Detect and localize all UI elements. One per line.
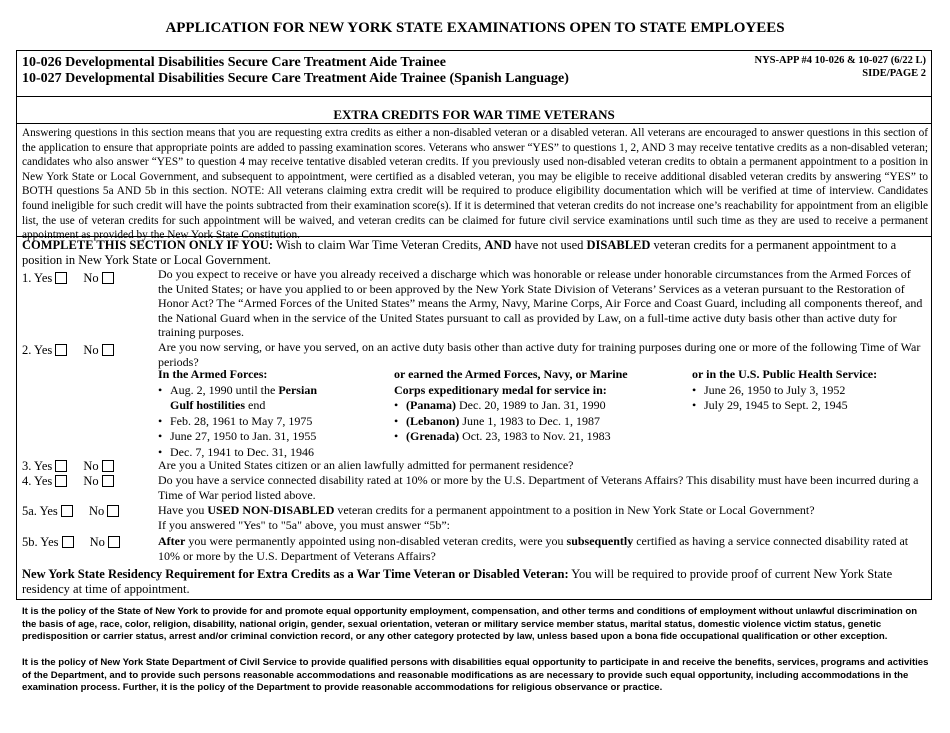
form-number [755,54,927,80]
q5b-yes-checkbox[interactable] [62,536,74,548]
complete-disabled: DISABLED [586,238,651,252]
exam-title-10-026: 10-026 Developmental Disabilities Secure Care Treatment Aide Trainee [22,55,446,70]
divider [16,123,932,124]
divider [16,96,932,97]
q1-yes-checkbox[interactable] [55,272,67,284]
accommodation-policy-statement: It is the policy of New York State Department of Civil Service to provide qualified persons with disabilities equal opportunity to participate in and receive the benefits, services, programs and activities of the Department, and to provide such persons reasonable accommodations and reasonable modifications as are necessary to provide such equal opportunity, including accommodations in the examination process. Further, it is the policy of the Department to provide reasonable accommodations for religious observance or practice. [22,657,929,693]
q5a-no-checkbox[interactable] [107,505,119,517]
no-label: No [83,459,99,473]
complete-lead: COMPLETE THIS SECTION ONLY IF YOU: [22,238,274,252]
section-title: EXTRA CREDITS FOR WAR TIME VETERANS [333,107,615,122]
armed-forces-periods [158,367,388,460]
question-5b-answer [22,535,123,550]
no-label: No [83,474,99,488]
q3-yes-checkbox[interactable] [55,460,67,472]
q2-no-checkbox[interactable] [102,344,114,356]
question-number: 5a. [22,504,37,518]
complete-part3: veteran credits for a permanent appointment to a position in New York State or Local Government. [22,238,897,267]
page-title: APPLICATION FOR NEW YORK STATE EXAMINATIONS OPEN TO STATE EMPLOYEES [165,20,785,36]
question-number: 4. [22,474,32,488]
residency-requirement [22,567,928,597]
q4-yes-checkbox[interactable] [55,475,67,487]
q5a-yes-checkbox[interactable] [61,505,73,517]
public-health-heading: or in the U.S. Public Health Service: [692,367,878,381]
q3-no-checkbox[interactable] [102,460,114,472]
intro-text: Answering questions in this section means that you are requesting extra credits as either a non-disabled veteran or a disabled veteran. All veterans are encouraged to answer questions in this section of the application to ensure that appropriate points are added to passing examination scores. Veterans who answer “YES” to questions 1, 2, AND 3 may receive tentative credits as a non-disabled veteran; candidates who also answer “YES” to question 4 may receive tentative disabled veteran credits. If you previously used non-disabled veteran credits to obtain a permanent appointment to a position in New York State or Local Government, and subsequent to appointment, were certified as a disabled veteran, you may be eligible to receive additional disabled veteran credits by answering “YES” to BOTH questions 5a AND 5b in this section. NOTE: All veterans claiming extra credit will be required to produce eligibility documentation which will be verified at time of interview. Candidates found ineligible for such credit will have the points subtracted from their examination score(s). If it is determined that veteran credits do not increase one’s reachability for appointment from an eligible list, the use of veteran credits for such appointment will be waived, and veteran credits can be claimed for future civil service examinations until such time as they are used to receive a permanent [22,127,928,227]
question-number: 1. [22,271,32,285]
question-number: 2. [22,343,32,357]
question-3-answer [22,459,117,474]
yes-label: Yes [39,504,58,518]
no-label: No [88,504,105,518]
expeditionary-medal-periods [394,367,684,445]
q4-no-checkbox[interactable] [102,475,114,487]
complete-part2: have not used [511,238,587,252]
complete-section-instructions [22,238,928,268]
question-number: 5b. [22,535,38,549]
no-label: No [83,343,99,357]
q1-no-checkbox[interactable] [102,272,114,284]
question-2-answer [22,343,117,358]
question-5b-text: After you were permanently appointed using non-disabled veteran credits, were you subsequently certified as having a service connected disability rated at 10% or more by the U.S. Department of Veterans Affairs? [158,534,909,563]
armed-forces-heading: In the Armed Forces: [158,367,268,381]
expeditionary-heading: or earned the Armed Forces, Navy, or Marine [394,367,628,381]
eeo-policy-statement: It is the policy of the State of New York to provide for and promote equal opportunity employment, compensation, and other terms and conditions of employment without unlawful discrimination on the basis of age, race, color, religion, disability, national origin, gender, sexual orientation, veteran or military service member status, marital status, domestic violence victim status, genetic predisposition or carrier status, arrest and/or criminal conviction record, or any other category protected by law, unless based upon a bona fide occupational qualification or other exception. [22,606,918,642]
question-4-answer [22,474,117,489]
residency-text: You will be required to provide proof of current New York State residency at time of appointment. [22,567,893,596]
question-1-text: Do you expect to receive or have you already received a discharge which was honorable or release under honorable circumstances from the Armed Forces of the United States; or have you applied to or been approved by the New York State Division of Veterans’ Services as a veteran pursuant to the Restoration of Honor Act? The “Armed Forces of the United States” means the Army, Navy, Marine Corps, Air Force and Coast Guard, including all components thereof, and the National Guard when in the service of the United States pursuant to call as provided by Law, on a full-time active duty basis other than active duty for training purposes. [158,267,923,340]
q5b-no-checkbox[interactable] [108,536,120,548]
complete-and: AND [484,238,512,252]
question-5a-answer [22,504,122,519]
period-item: • (Panama) Dec. 20, 1989 to Jan. 31, 1990 [394,398,684,414]
yes-label: Yes [34,271,53,285]
form-number-code: NYS-APP #4 10-026 & 10-027 (6/22 L) [754,55,926,66]
side-page: SIDE/PAGE 2 [862,68,926,79]
period-item: • (Grenada) Oct. 23, 1983 to Nov. 21, 1983 [394,429,684,445]
public-health-periods [692,367,928,414]
q2-yes-checkbox[interactable] [55,344,67,356]
divider [16,236,932,237]
expeditionary-heading: Corps expeditionary medal for service in: [394,382,607,397]
period-item: • Feb. 28, 1961 to May 7, 1975 [158,414,388,430]
question-2-text: Are you now serving, or have you served, on an active duty basis other than active duty for training purposes during one or more of the following Time of War periods? [158,340,921,369]
question-5a-text: Have you USED NON-DISABLED veteran credits for a permanent appointment to a position in New York State or Local Government? If you answered "Yes" to "5a" above, you must answer “5b”: [158,503,815,532]
period-item: • Dec. 7, 1941 to Dec. 31, 1946 [158,445,388,461]
period-item: • (Lebanon) June 1, 1983 to Dec. 1, 1987 [394,414,684,430]
question-number: 3. [22,459,32,473]
no-label: No [83,271,99,285]
complete-part1: Wish to claim War Time Veteran Credits, [273,238,485,252]
yes-label: Yes [34,474,53,488]
yes-label: Yes [40,535,59,549]
residency-heading: New York State Residency Requirement for Extra Credits as a War Time Veteran or Disabled Veteran: [22,567,569,581]
question-3-text: Are you a United States citizen or an alien lawfully admitted for permanent residence? [158,458,574,472]
period-item: • July 29, 1945 to Sept. 2, 1945 [692,398,928,414]
period-item: • Aug. 2, 1990 until the Persian Gulf hostilities end [158,383,388,414]
yes-label: Yes [34,459,53,473]
no-label: No [89,535,105,549]
period-item: • June 26, 1950 to July 3, 1952 [692,383,928,399]
period-item: • June 27, 1950 to Jan. 31, 1955 [158,429,388,445]
yes-label: Yes [34,343,53,357]
question-1-answer [22,271,117,286]
question-4-text: Do you have a service connected disability rated at 10% or more by the U.S. Department of Veterans Affairs? This disability must have been incurred during a Time of War period listed above. [158,473,919,502]
exam-title-10-027: 10-027 Developmental Disabilities Secure Care Treatment Aide Trainee (Spanish Language) [22,71,569,86]
